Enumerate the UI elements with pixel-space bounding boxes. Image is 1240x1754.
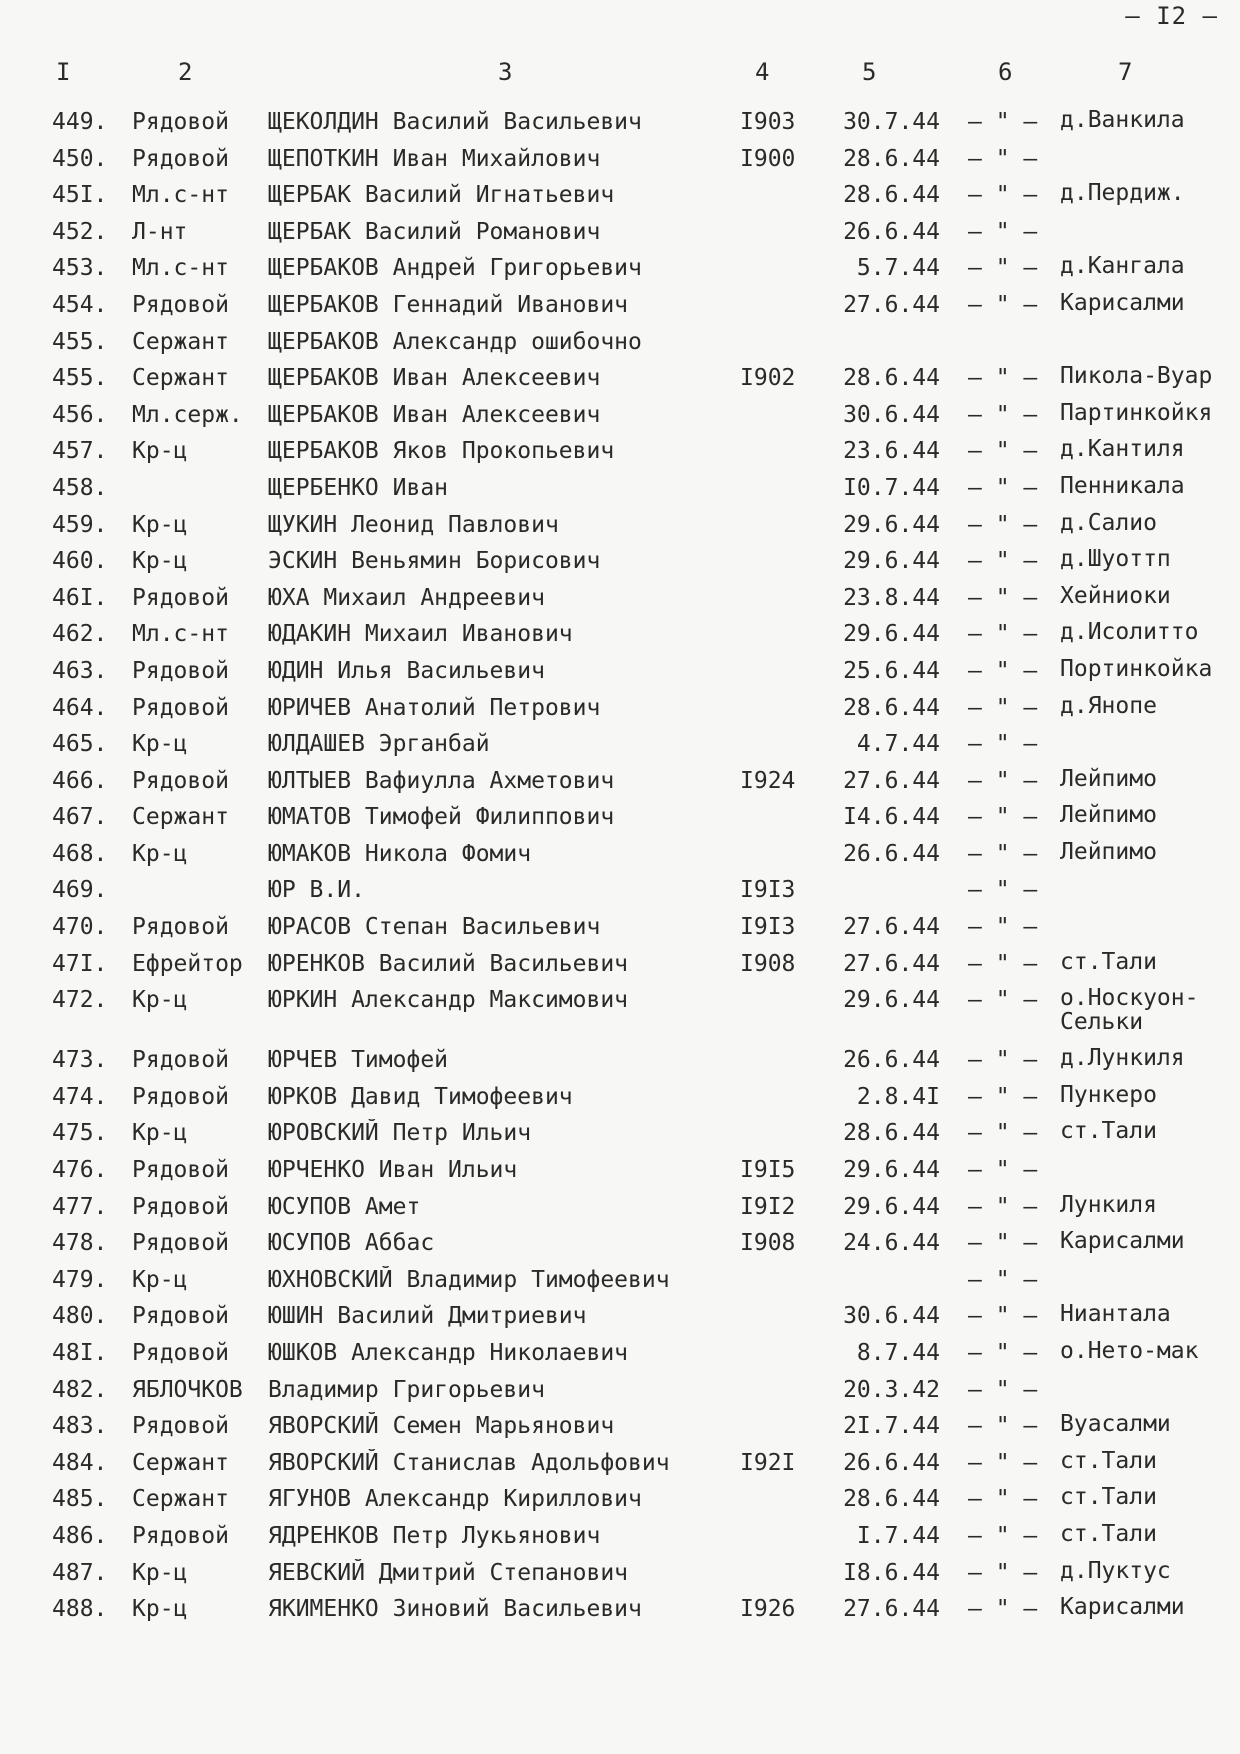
record-name: ЮХНОВСКИЙ Владимир Тимофеевич xyxy=(268,1266,670,1293)
record-name: ЮМАКОВ Никола Фомич xyxy=(268,840,532,867)
record-date: 27.6.44 xyxy=(843,1596,940,1623)
record-ditto-mark: – " – xyxy=(968,291,1038,318)
record-place: Пенникала xyxy=(1060,473,1185,498)
record-date: 23.6.44 xyxy=(843,438,940,465)
record-place: Лейпимо xyxy=(1060,766,1157,791)
table-row xyxy=(0,872,1240,909)
record-number: 477. xyxy=(52,1193,108,1220)
record-rank: Кр-ц xyxy=(132,1596,188,1623)
column-header-4: 4 xyxy=(755,58,770,86)
table-row xyxy=(0,1298,1240,1335)
table-row xyxy=(0,1042,1240,1079)
record-birth-year: I902 xyxy=(740,365,796,392)
record-ditto-mark: – " – xyxy=(968,1083,1038,1110)
record-ditto-mark: – " – xyxy=(968,767,1038,794)
record-ditto-mark: – " – xyxy=(968,1376,1038,1403)
table-row xyxy=(0,1335,1240,1372)
record-ditto-mark: – " – xyxy=(968,1120,1038,1147)
record-rank: Рядовой xyxy=(132,1157,229,1184)
record-rank: Л-нт xyxy=(132,218,188,245)
record-place: д.Кантиля xyxy=(1060,437,1185,462)
record-number: 476. xyxy=(52,1157,108,1184)
record-name: ЩЕРБАКОВ Иван Алексеевич xyxy=(268,365,601,392)
record-place: ст.Тали xyxy=(1060,1485,1157,1510)
page-number: – I2 – xyxy=(1125,2,1218,30)
record-number: 453. xyxy=(52,255,108,282)
record-number: 470. xyxy=(52,914,108,941)
column-header-2: 2 xyxy=(178,58,193,86)
record-number: 450. xyxy=(52,145,108,172)
record-date: 26.6.44 xyxy=(843,218,940,245)
record-ditto-mark: – " – xyxy=(968,401,1038,428)
record-rank: ЯБЛОЧКОВ xyxy=(132,1376,243,1403)
table-row xyxy=(0,104,1240,141)
record-number: 484. xyxy=(52,1449,108,1476)
record-ditto-mark: – " – xyxy=(968,255,1038,282)
record-number: 464. xyxy=(52,694,108,721)
record-number: 462. xyxy=(52,621,108,648)
record-number: 479. xyxy=(52,1266,108,1293)
record-number: 456. xyxy=(52,401,108,428)
record-name: ЩЕРБАКОВ Яков Прокопьевич xyxy=(268,438,615,465)
column-headers xyxy=(0,58,1240,92)
table-row xyxy=(0,1115,1240,1152)
record-name: ЮДАКИН Михаил Иванович xyxy=(268,621,573,648)
record-date: 28.6.44 xyxy=(843,1120,940,1147)
record-place: Лейпимо xyxy=(1060,803,1157,828)
record-rank: Мл.с-нт xyxy=(132,621,229,648)
record-ditto-mark: – " – xyxy=(968,621,1038,648)
record-date: 4.7.44 xyxy=(856,731,940,758)
table-row xyxy=(0,1189,1240,1226)
table-row xyxy=(0,1152,1240,1189)
record-place: д.Пердиж. xyxy=(1060,181,1185,206)
record-date: 30.6.44 xyxy=(843,401,940,428)
record-date: 26.6.44 xyxy=(843,1047,940,1074)
record-ditto-mark: – " – xyxy=(968,694,1038,721)
table-row xyxy=(0,360,1240,397)
record-name: ЩЕКОЛДИН Василий Васильевич xyxy=(268,109,642,135)
table-row xyxy=(0,726,1240,763)
table-row xyxy=(0,141,1240,178)
record-name: ЮШКОВ Александр Николаевич xyxy=(268,1340,629,1366)
record-date: 5.7.44 xyxy=(856,255,940,282)
record-name: ЩЕРБАКОВ Андрей Григорьевич xyxy=(268,255,642,282)
record-ditto-mark: – " – xyxy=(968,1449,1038,1476)
record-ditto-mark: – " – xyxy=(968,365,1038,392)
record-rank: Рядовой xyxy=(132,657,229,684)
table-row xyxy=(0,982,1240,1042)
record-rank: Рядовой xyxy=(132,1522,229,1549)
record-date: I0.7.44 xyxy=(843,474,940,501)
record-ditto-mark: – " – xyxy=(968,1596,1038,1623)
record-ditto-mark: – " – xyxy=(968,1559,1038,1586)
table-row xyxy=(0,1555,1240,1592)
record-ditto-mark: – " – xyxy=(968,1047,1038,1074)
record-number: 468. xyxy=(52,840,108,867)
record-date: 27.6.44 xyxy=(843,767,940,794)
record-date: 28.6.44 xyxy=(843,145,940,172)
record-number: 487. xyxy=(52,1559,108,1586)
record-name: ЮЛДАШЕВ Эрганбай xyxy=(268,731,490,758)
record-ditto-mark: – " – xyxy=(968,218,1038,245)
record-birth-year: I9I3 xyxy=(740,877,796,904)
record-date: 27.6.44 xyxy=(843,914,940,941)
record-name: ЮРЧЕНКО Иван Ильич xyxy=(268,1157,518,1184)
column-header-5: 5 xyxy=(862,58,877,86)
record-place: д.Янопе xyxy=(1060,693,1157,718)
record-ditto-mark: – " – xyxy=(968,731,1038,758)
record-place: Пикола-Вуар xyxy=(1060,364,1213,389)
table-row xyxy=(0,433,1240,470)
record-ditto-mark: – " – xyxy=(968,914,1038,941)
table-row xyxy=(0,177,1240,214)
record-date: I4.6.44 xyxy=(843,804,940,831)
record-name: ЮМАТОВ Тимофей Филиппович xyxy=(268,804,615,831)
record-birth-year: I9I2 xyxy=(740,1193,796,1220)
record-rank: Сержант xyxy=(132,1449,229,1476)
record-place: Портинкойка xyxy=(1060,656,1213,681)
record-ditto-mark: – " – xyxy=(968,804,1038,831)
record-name: ЩЕРБЕНКО Иван xyxy=(268,474,449,501)
record-date: 29.6.44 xyxy=(843,1193,940,1220)
record-date: 2I.7.44 xyxy=(843,1413,940,1440)
record-date: 23.8.44 xyxy=(843,584,940,611)
table-row xyxy=(0,324,1240,361)
record-place: д.Кангала xyxy=(1060,254,1185,279)
record-number: 475. xyxy=(52,1120,108,1147)
record-birth-year: I900 xyxy=(740,145,796,172)
record-rank: Рядовой xyxy=(132,1083,229,1110)
column-header-3: 3 xyxy=(498,58,513,86)
record-list xyxy=(0,104,1240,1628)
table-row xyxy=(0,1445,1240,1482)
record-place: Ниантала xyxy=(1060,1302,1171,1327)
record-ditto-mark: – " – xyxy=(968,182,1038,209)
record-number: 474. xyxy=(52,1083,108,1110)
record-name: ЩЕРБАКОВ Геннадий Иванович xyxy=(268,291,629,318)
record-number: 463. xyxy=(52,657,108,684)
record-ditto-mark: – " – xyxy=(968,145,1038,172)
record-rank: Мл.с-нт xyxy=(132,182,229,209)
record-place: Хейниоки xyxy=(1060,583,1171,608)
record-number: 466. xyxy=(52,767,108,794)
record-ditto-mark: – " – xyxy=(968,548,1038,575)
record-ditto-mark: – " – xyxy=(968,950,1038,977)
table-row xyxy=(0,836,1240,873)
record-date: 29.6.44 xyxy=(843,511,940,538)
record-number: 48I. xyxy=(52,1340,108,1366)
table-row xyxy=(0,470,1240,507)
record-place: ст.Тали xyxy=(1060,1521,1157,1546)
record-ditto-mark: – " – xyxy=(968,1303,1038,1330)
table-row xyxy=(0,507,1240,544)
record-rank: Рядовой xyxy=(132,1230,229,1257)
record-number: 485. xyxy=(52,1486,108,1513)
record-place: Пункеро xyxy=(1060,1082,1157,1107)
record-name: ЭСКИН Веньямин Борисович xyxy=(268,548,601,575)
record-rank: Кр-ц xyxy=(132,438,188,465)
table-row xyxy=(0,1591,1240,1628)
record-date: 29.6.44 xyxy=(843,548,940,575)
record-date: 28.6.44 xyxy=(843,1486,940,1513)
record-ditto-mark: – " – xyxy=(968,1157,1038,1184)
record-place: Лейпимо xyxy=(1060,839,1157,864)
record-number: 488. xyxy=(52,1596,108,1623)
record-date: 29.6.44 xyxy=(843,987,940,1014)
record-name: ЮРЧЕВ Тимофей xyxy=(268,1047,449,1074)
record-rank: Рядовой xyxy=(132,291,229,318)
record-name: ЮХА Михаил Андреевич xyxy=(268,584,545,611)
record-name: ЯВОРСКИЙ Станислав Адольфович xyxy=(268,1449,670,1476)
table-row xyxy=(0,1079,1240,1116)
record-name: ЯЕВСКИЙ Дмитрий Степанович xyxy=(268,1559,629,1586)
record-number: 480. xyxy=(52,1303,108,1330)
column-header-7: 7 xyxy=(1118,58,1133,86)
record-number: 483. xyxy=(52,1413,108,1440)
record-ditto-mark: – " – xyxy=(968,657,1038,684)
record-rank: Рядовой xyxy=(132,767,229,794)
record-rank: Рядовой xyxy=(132,1340,229,1366)
record-rank: Кр-ц xyxy=(132,1559,188,1586)
record-rank: Рядовой xyxy=(132,1047,229,1074)
record-rank: Кр-ц xyxy=(132,987,188,1014)
table-row xyxy=(0,580,1240,617)
table-row xyxy=(0,214,1240,251)
record-name: ЩЕПОТКИН Иван Михайлович xyxy=(268,145,601,172)
record-name: ЯДРЕНКОВ Петр Лукьянович xyxy=(268,1522,601,1549)
record-place: д.Лункиля xyxy=(1060,1046,1185,1071)
record-name: ЮСУПОВ Аббас xyxy=(268,1230,435,1257)
record-place: д.Пуктус xyxy=(1060,1558,1171,1583)
record-name: ЮРЕНКОВ Василий Васильевич xyxy=(268,950,629,977)
record-date: 24.6.44 xyxy=(843,1230,940,1257)
record-number: 455. xyxy=(52,365,108,392)
record-date: 30.6.44 xyxy=(843,1303,940,1330)
record-name: ЮРКОВ Давид Тимофеевич xyxy=(268,1083,573,1110)
record-ditto-mark: – " – xyxy=(968,1230,1038,1257)
record-rank: Рядовой xyxy=(132,109,229,135)
record-name: Владимир Григорьевич xyxy=(268,1376,545,1403)
record-date: 2.8.4I xyxy=(856,1083,940,1110)
record-rank: Рядовой xyxy=(132,584,229,611)
table-row xyxy=(0,287,1240,324)
record-number: 473. xyxy=(52,1047,108,1074)
table-row xyxy=(0,799,1240,836)
record-name: ЯКИМЕНКО Зиновий Васильевич xyxy=(268,1596,642,1623)
column-header-6: 6 xyxy=(998,58,1013,86)
record-name: ЯВОРСКИЙ Семен Марьянович xyxy=(268,1413,615,1440)
record-ditto-mark: – " – xyxy=(968,474,1038,501)
table-row xyxy=(0,1518,1240,1555)
record-date: 27.6.44 xyxy=(843,950,940,977)
table-row xyxy=(0,250,1240,287)
record-date: 26.6.44 xyxy=(843,840,940,867)
record-number: 482. xyxy=(52,1376,108,1403)
record-date: 28.6.44 xyxy=(843,694,940,721)
record-ditto-mark: – " – xyxy=(968,109,1038,135)
record-place: о.Носкуон- Сельки xyxy=(1060,986,1199,1035)
record-name: ЮДИН Илья Васильевич xyxy=(268,657,545,684)
record-birth-year: I92I xyxy=(740,1449,796,1476)
record-date: I.7.44 xyxy=(856,1522,940,1549)
table-row xyxy=(0,543,1240,580)
record-place: Лункиля xyxy=(1060,1192,1157,1217)
record-ditto-mark: – " – xyxy=(968,511,1038,538)
record-rank: Рядовой xyxy=(132,1193,229,1220)
record-place: Карисалми xyxy=(1060,1229,1185,1254)
table-row xyxy=(0,397,1240,434)
record-rank: Рядовой xyxy=(132,1413,229,1440)
record-date: 27.6.44 xyxy=(843,291,940,318)
record-number: 467. xyxy=(52,804,108,831)
record-place: д.Шуоттп xyxy=(1060,547,1171,572)
record-number: 45I. xyxy=(52,182,108,209)
record-place: о.Нето-мак xyxy=(1060,1339,1199,1363)
table-row xyxy=(0,763,1240,800)
record-place: ст.Тали xyxy=(1060,1119,1157,1144)
record-rank: Сержант xyxy=(132,804,229,831)
record-name: ЩУКИН Леонид Павлович xyxy=(268,511,559,538)
record-birth-year: I926 xyxy=(740,1596,796,1623)
table-row xyxy=(0,946,1240,983)
record-name: ЮРИЧЕВ Анатолий Петрович xyxy=(268,694,601,721)
record-number: 452. xyxy=(52,218,108,245)
record-date: 29.6.44 xyxy=(843,1157,940,1184)
record-ditto-mark: – " – xyxy=(968,584,1038,611)
record-name: ЩЕРБАК Василий Игнатьевич xyxy=(268,182,615,209)
record-name: ЮШИН Василий Дмитриевич xyxy=(268,1303,587,1330)
record-number: 46I. xyxy=(52,584,108,611)
record-rank: Сержант xyxy=(132,328,229,355)
table-row xyxy=(0,909,1240,946)
record-rank: Сержант xyxy=(132,365,229,392)
record-birth-year: I924 xyxy=(740,767,796,794)
record-date: 26.6.44 xyxy=(843,1449,940,1476)
table-row xyxy=(0,616,1240,653)
record-birth-year: I9I3 xyxy=(740,914,796,941)
record-rank: Кр-ц xyxy=(132,731,188,758)
record-name: ЩЕРБАКОВ Александр ошибочно xyxy=(268,328,642,355)
record-date: 8.7.44 xyxy=(856,1340,940,1366)
record-number: 486. xyxy=(52,1522,108,1549)
record-date: 25.6.44 xyxy=(843,657,940,684)
record-name: ЯГУНОВ Александр Кириллович xyxy=(268,1486,642,1513)
record-rank: Мл.с-нт xyxy=(132,255,229,282)
record-rank: Рядовой xyxy=(132,914,229,941)
table-row xyxy=(0,1408,1240,1445)
record-number: 449. xyxy=(52,109,108,135)
record-number: 455. xyxy=(52,328,108,355)
record-date: 28.6.44 xyxy=(843,365,940,392)
record-number: 472. xyxy=(52,987,108,1014)
record-ditto-mark: – " – xyxy=(968,1340,1038,1366)
record-place: ст.Тали xyxy=(1060,1448,1157,1473)
record-place: Партинкойкя xyxy=(1060,400,1213,425)
record-name: ЮРАСОВ Степан Васильевич xyxy=(268,914,601,941)
record-place: д.Исолитто xyxy=(1060,620,1199,645)
table-row xyxy=(0,1372,1240,1409)
record-number: 459. xyxy=(52,511,108,538)
record-rank: Рядовой xyxy=(132,145,229,172)
record-birth-year: I9I5 xyxy=(740,1157,796,1184)
record-ditto-mark: – " – xyxy=(968,877,1038,904)
record-number: 458. xyxy=(52,474,108,501)
record-name: ЮРКИН Александр Максимович xyxy=(268,987,629,1014)
column-header-1: I xyxy=(56,58,71,86)
record-place: Вуасалми xyxy=(1060,1412,1171,1437)
record-number: 465. xyxy=(52,731,108,758)
record-ditto-mark: – " – xyxy=(968,1266,1038,1293)
record-date: 29.6.44 xyxy=(843,621,940,648)
record-ditto-mark: – " – xyxy=(968,438,1038,465)
record-birth-year: I908 xyxy=(740,1230,796,1257)
record-date: 30.7.44 xyxy=(843,109,940,135)
record-ditto-mark: – " – xyxy=(968,1193,1038,1220)
record-place: Карисалми xyxy=(1060,1595,1185,1620)
record-ditto-mark: – " – xyxy=(968,987,1038,1014)
table-row xyxy=(0,1262,1240,1299)
record-number: 454. xyxy=(52,291,108,318)
record-date: I8.6.44 xyxy=(843,1559,940,1586)
record-rank: Ефрейтор xyxy=(132,950,243,977)
record-place: д.Ванкила xyxy=(1060,108,1185,132)
record-birth-year: I908 xyxy=(740,950,796,977)
record-number: 47I. xyxy=(52,950,108,977)
record-rank: Кр-ц xyxy=(132,548,188,575)
table-row xyxy=(0,690,1240,727)
record-place: Карисалми xyxy=(1060,290,1185,315)
record-name: ЩЕРБАКОВ Иван Алексеевич xyxy=(268,401,601,428)
record-ditto-mark: – " – xyxy=(968,840,1038,867)
record-name: ЮСУПОВ Амет xyxy=(268,1193,421,1220)
record-number: 469. xyxy=(52,877,108,904)
record-rank: Кр-ц xyxy=(132,511,188,538)
record-name: ЩЕРБАК Василий Романович xyxy=(268,218,601,245)
record-rank: Кр-ц xyxy=(132,840,188,867)
record-name: ЮРОВСКИЙ Петр Ильич xyxy=(268,1120,532,1147)
table-row xyxy=(0,1225,1240,1262)
record-ditto-mark: – " – xyxy=(968,1486,1038,1513)
record-number: 457. xyxy=(52,438,108,465)
record-place: д.Салио xyxy=(1060,510,1157,535)
record-number: 460. xyxy=(52,548,108,575)
record-rank: Сержант xyxy=(132,1486,229,1513)
table-row xyxy=(0,1481,1240,1518)
record-rank: Рядовой xyxy=(132,694,229,721)
record-ditto-mark: – " – xyxy=(968,1522,1038,1549)
record-ditto-mark: – " – xyxy=(968,1413,1038,1440)
record-date: 28.6.44 xyxy=(843,182,940,209)
record-name: ЮЛТЫЕВ Вафиулла Ахметович xyxy=(268,767,615,794)
record-number: 478. xyxy=(52,1230,108,1257)
record-rank: Мл.серж. xyxy=(132,401,243,428)
record-rank: Кр-ц xyxy=(132,1266,188,1293)
record-date: 20.3.42 xyxy=(843,1376,940,1403)
record-name: ЮР В.И. xyxy=(268,877,365,904)
record-birth-year: I903 xyxy=(740,109,796,135)
record-rank: Рядовой xyxy=(132,1303,229,1330)
record-rank: Кр-ц xyxy=(132,1120,188,1147)
table-row xyxy=(0,653,1240,690)
record-place: ст.Тали xyxy=(1060,949,1157,974)
